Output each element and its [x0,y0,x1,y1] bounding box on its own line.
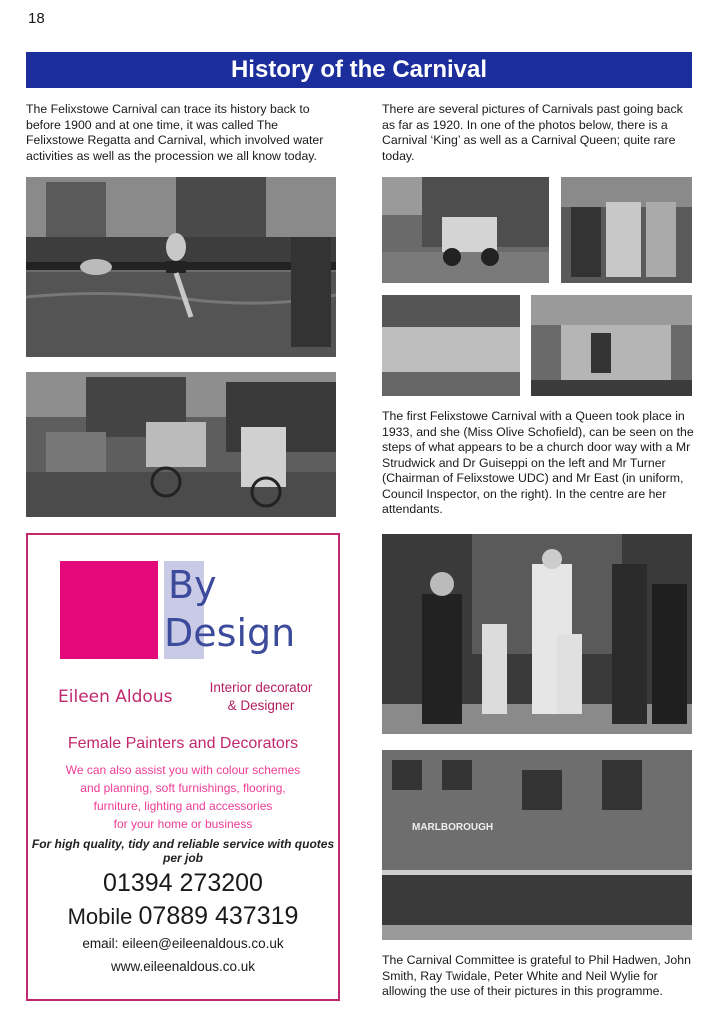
advert-services [38,761,328,833]
advert-role-line1: Interior decorator [209,680,313,695]
advert-name: Eileen Aldous [58,687,173,707]
advert-email: email: eileen@eileenaldous.co.uk [82,936,284,951]
advert-mobile-label: Mobile [67,904,133,929]
carnival-king-queen-photo [561,177,692,283]
regatta-photo [26,177,336,357]
logo-magenta-square [60,561,158,659]
page-title: History of the Carnival [26,52,692,88]
marlborough-hotel-photo [382,750,692,940]
advert-phone: 01394 273200 [103,869,263,897]
advert-role [196,679,326,715]
advert-quality: For high quality, tidy and reliable service with quotes per job [31,837,335,865]
credits-paragraph: The Carnival Committee is grateful to Phil Hadwen, John Smith, Ray Twidale, Peter White and Neil Wylie for allowing the use of their pictures in this programme. [382,953,691,998]
procession-photo [26,372,336,517]
advert-mobile [28,902,338,931]
advert-tagline: Female Painters and Decorators [67,735,299,752]
crowd-photo [382,295,520,396]
logo-by-text: By [168,563,217,607]
advert-role-line2: & Designer [227,698,295,713]
logo-design-text: Design [164,611,296,655]
advert-website: www.eileenaldous.co.uk [110,959,256,974]
decorated-float-photo [531,295,692,396]
pictures-paragraph: There are several pictures of Carnivals past going back as far as 1920. In one of the photos below, there is a Carnival ‘King’ as well as a Carnival Queen; quite rare today. [382,102,683,163]
advert-mobile-number: 07889 437319 [138,902,299,930]
intro-paragraph: The Felixstowe Carnival can trace its history back to before 1900 and at one time, it was called The Felixstowe Regatta and Carnival, which involved water activities as well as the procession we all know today. [26,102,324,163]
advert-services-line1: We can also assist you with colour schemes [65,763,301,777]
by-design-advert [26,533,340,1001]
carnival-float-photo [382,177,549,283]
queen-paragraph: The first Felixstowe Carnival with a Queen took place in 1933, and she (Miss Olive Schofield), can be seen on the steps of what appears to be a church door way with a Mr Strudwick and Dr Guiseppi on the left and Mr Turner (Chairman of Felixstowe UDC) and Mr East (in uniform, Council Inspector, on the right). In the centre are her attendants. [382,409,694,516]
advert-services-line4: for your home or business [113,817,253,831]
advert-services-line2: and planning, soft furnishings, flooring, [80,781,286,795]
advert-services-line3: furniture, lighting and accessories [93,799,273,813]
page-number: 18 [28,10,45,27]
carnival-queen-photo [382,534,692,734]
hotel-sign: MARLBOROUGH [412,822,494,833]
